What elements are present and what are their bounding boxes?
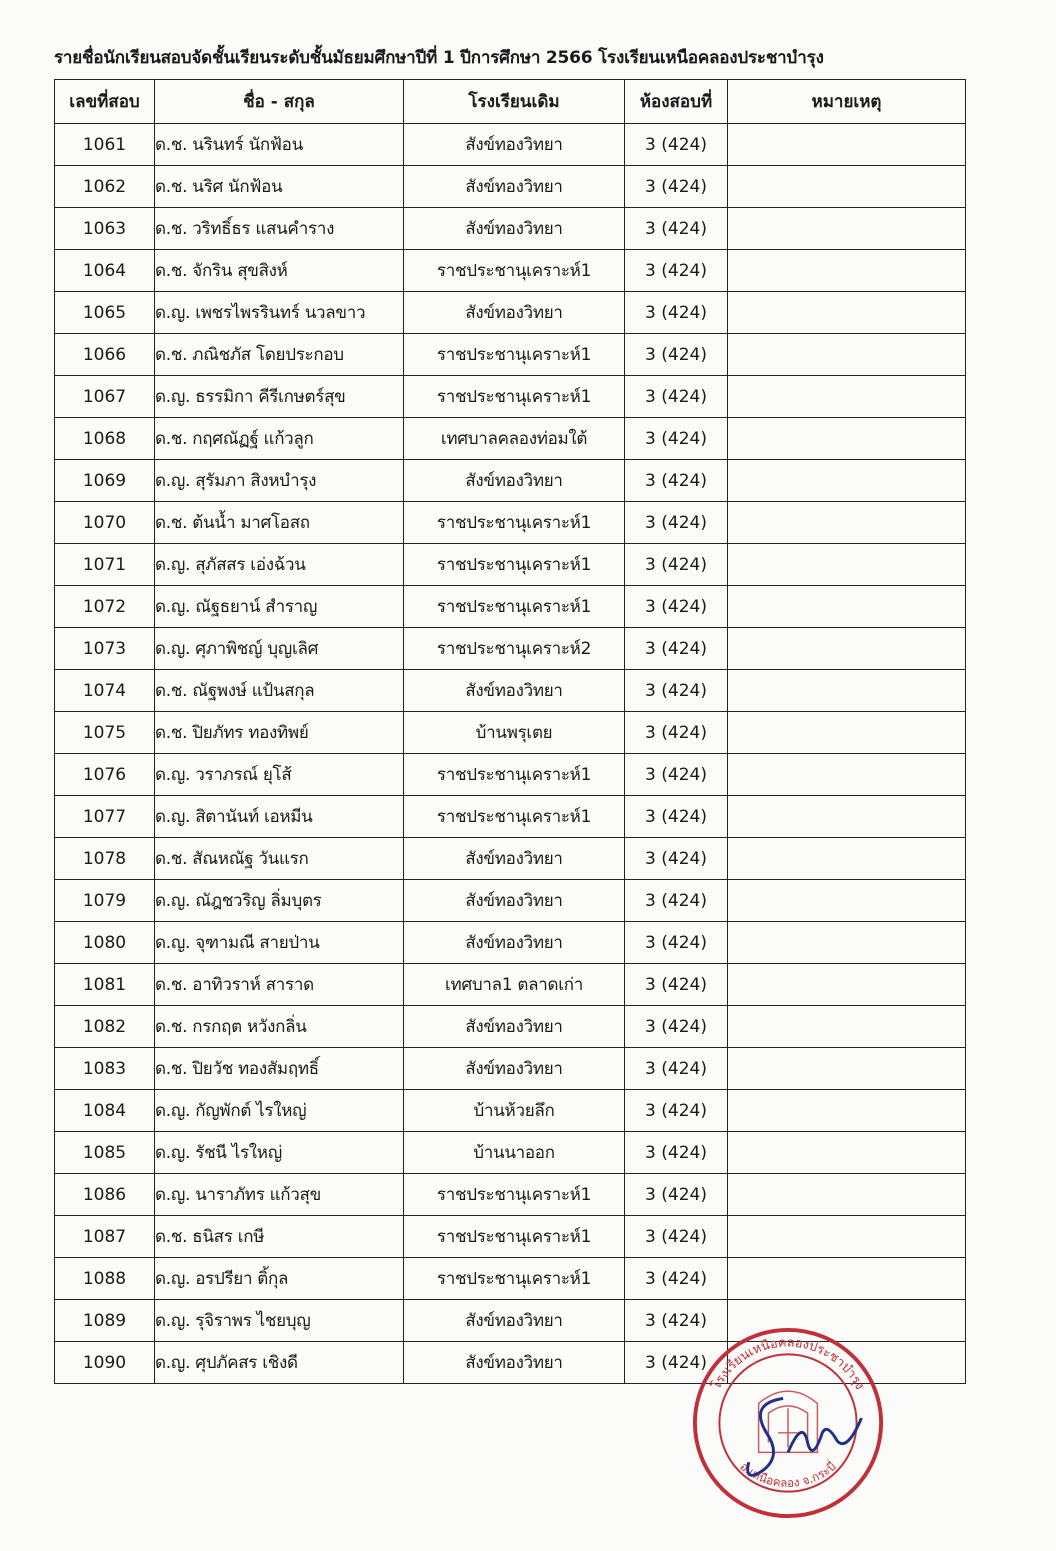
cell-exam-number: 1074 — [55, 670, 155, 712]
table-row — [55, 1090, 966, 1132]
cell-remarks — [728, 208, 966, 250]
cell-remarks — [728, 334, 966, 376]
cell-remarks — [728, 1258, 966, 1300]
cell-exam-number: 1066 — [55, 334, 155, 376]
cell-previous-school: สังข์ทองวิทยา — [404, 166, 625, 208]
cell-full-name: ด.ช. ปิยวัช ทองสัมฤทธิ์ — [155, 1048, 404, 1090]
table-row — [55, 1216, 966, 1258]
cell-exam-number: 1079 — [55, 880, 155, 922]
table-row — [55, 1048, 966, 1090]
cell-exam-room: 3 (424) — [625, 250, 728, 292]
cell-exam-number: 1065 — [55, 292, 155, 334]
cell-full-name: ด.ช. ธนิสร เกษี — [155, 1216, 404, 1258]
cell-exam-number: 1083 — [55, 1048, 155, 1090]
cell-exam-room: 3 (424) — [625, 586, 728, 628]
table-row — [55, 964, 966, 1006]
table-row — [55, 460, 966, 502]
cell-full-name: ด.ช. ณัฐพงษ์ แป้นสกุล — [155, 670, 404, 712]
cell-exam-room: 3 (424) — [625, 124, 728, 166]
cell-exam-number: 1062 — [55, 166, 155, 208]
table-row — [55, 334, 966, 376]
cell-exam-number: 1090 — [55, 1342, 155, 1384]
cell-full-name: ด.ญ. อรปรียา ติ้กุล — [155, 1258, 404, 1300]
cell-exam-room: 3 (424) — [625, 1048, 728, 1090]
cell-exam-room: 3 (424) — [625, 1342, 728, 1384]
cell-exam-number: 1068 — [55, 418, 155, 460]
cell-exam-room: 3 (424) — [625, 880, 728, 922]
cell-exam-room: 3 (424) — [625, 460, 728, 502]
table-row — [55, 712, 966, 754]
cell-remarks — [728, 1090, 966, 1132]
table-row — [55, 1300, 966, 1342]
cell-remarks — [728, 880, 966, 922]
cell-exam-room: 3 (424) — [625, 1006, 728, 1048]
cell-previous-school: ราชประชานุเคราะห์1 — [404, 796, 625, 838]
table-row — [55, 586, 966, 628]
cell-remarks — [728, 376, 966, 418]
cell-exam-room: 3 (424) — [625, 334, 728, 376]
cell-remarks — [728, 544, 966, 586]
cell-remarks — [728, 670, 966, 712]
table-body — [55, 124, 966, 1384]
cell-exam-room: 3 (424) — [625, 1258, 728, 1300]
cell-full-name: ด.ญ. กัญพักต์ ไรใหญ่ — [155, 1090, 404, 1132]
table-row — [55, 418, 966, 460]
table-row — [55, 1258, 966, 1300]
cell-exam-number: 1088 — [55, 1258, 155, 1300]
cell-exam-number: 1067 — [55, 376, 155, 418]
cell-remarks — [728, 292, 966, 334]
cell-exam-room: 3 (424) — [625, 1132, 728, 1174]
cell-previous-school: บ้านพรุเตย — [404, 712, 625, 754]
cell-previous-school: ราชประชานุเคราะห์2 — [404, 628, 625, 670]
cell-exam-number: 1084 — [55, 1090, 155, 1132]
cell-exam-number: 1076 — [55, 754, 155, 796]
table-row — [55, 1174, 966, 1216]
cell-remarks — [728, 418, 966, 460]
cell-remarks — [728, 1132, 966, 1174]
cell-full-name: ด.ญ. ธรรมิกา คีรีเกษตร์สุข — [155, 376, 404, 418]
cell-remarks — [728, 502, 966, 544]
cell-exam-room: 3 (424) — [625, 628, 728, 670]
cell-exam-room: 3 (424) — [625, 292, 728, 334]
cell-previous-school: ราชประชานุเคราะห์1 — [404, 1216, 625, 1258]
cell-exam-room: 3 (424) — [625, 502, 728, 544]
cell-previous-school: สังข์ทองวิทยา — [404, 292, 625, 334]
cell-remarks — [728, 796, 966, 838]
seal-bottom-text: อ.เหนือคลอง จ.กระบี่ — [737, 1459, 839, 1490]
table-row — [55, 754, 966, 796]
cell-exam-room: 3 (424) — [625, 1216, 728, 1258]
cell-exam-room: 3 (424) — [625, 1300, 728, 1342]
cell-exam-number: 1075 — [55, 712, 155, 754]
cell-exam-number: 1061 — [55, 124, 155, 166]
cell-full-name: ด.ญ. ศุปภัคสร เชิงดี — [155, 1342, 404, 1384]
cell-full-name: ด.ช. กฤศณัฏฐ์ แก้วลูก — [155, 418, 404, 460]
cell-previous-school: ราชประชานุเคราะห์1 — [404, 1258, 625, 1300]
cell-exam-number: 1077 — [55, 796, 155, 838]
cell-exam-room: 3 (424) — [625, 1090, 728, 1132]
table-header-row — [55, 80, 966, 124]
cell-exam-room: 3 (424) — [625, 796, 728, 838]
cell-full-name: ด.ญ. รุจิราพร ไชยบุญ — [155, 1300, 404, 1342]
cell-exam-room: 3 (424) — [625, 208, 728, 250]
cell-previous-school: ราชประชานุเคราะห์1 — [404, 544, 625, 586]
cell-full-name: ด.ญ. เพชรไพรรินทร์ นวลขาว — [155, 292, 404, 334]
cell-exam-number: 1064 — [55, 250, 155, 292]
cell-full-name: ด.ญ. รัชนี ไรใหญ่ — [155, 1132, 404, 1174]
cell-full-name: ด.ช. กรกฤต หวังกลิ่น — [155, 1006, 404, 1048]
cell-remarks — [728, 628, 966, 670]
cell-exam-room: 3 (424) — [625, 922, 728, 964]
cell-exam-room: 3 (424) — [625, 166, 728, 208]
cell-exam-number: 1082 — [55, 1006, 155, 1048]
cell-previous-school: สังข์ทองวิทยา — [404, 838, 625, 880]
cell-remarks — [728, 922, 966, 964]
cell-exam-number: 1071 — [55, 544, 155, 586]
cell-exam-room: 3 (424) — [625, 964, 728, 1006]
cell-remarks — [728, 124, 966, 166]
cell-exam-number: 1089 — [55, 1300, 155, 1342]
cell-previous-school: บ้านห้วยลึก — [404, 1090, 625, 1132]
cell-previous-school: ราชประชานุเคราะห์1 — [404, 502, 625, 544]
table-row — [55, 670, 966, 712]
cell-previous-school: สังข์ทองวิทยา — [404, 208, 625, 250]
cell-remarks — [728, 1006, 966, 1048]
cell-exam-room: 3 (424) — [625, 418, 728, 460]
cell-full-name: ด.ช. นรินทร์ นักฟ้อน — [155, 124, 404, 166]
table-row — [55, 1006, 966, 1048]
table-row — [55, 376, 966, 418]
cell-full-name: ด.ช. วริทธิ์ธร แสนคำราง — [155, 208, 404, 250]
cell-previous-school: สังข์ทองวิทยา — [404, 1048, 625, 1090]
cell-remarks — [728, 964, 966, 1006]
header-exam-number: เลขที่สอบ — [55, 80, 155, 124]
cell-previous-school: บ้านนาออก — [404, 1132, 625, 1174]
cell-full-name: ด.ญ. จุฑามณี สายป่าน — [155, 922, 404, 964]
cell-previous-school: ราชประชานุเคราะห์1 — [404, 754, 625, 796]
cell-exam-number: 1085 — [55, 1132, 155, 1174]
cell-full-name: ด.ญ. ณัฎชวริญ ลิ่มบุตร — [155, 880, 404, 922]
cell-remarks — [728, 1174, 966, 1216]
cell-exam-room: 3 (424) — [625, 712, 728, 754]
cell-full-name: ด.ช. จักริน สุขสิงห์ — [155, 250, 404, 292]
table-row — [55, 796, 966, 838]
cell-exam-number: 1078 — [55, 838, 155, 880]
table-row — [55, 628, 966, 670]
table-row — [55, 544, 966, 586]
cell-full-name: ด.ช. ปิยภัทร ทองทิพย์ — [155, 712, 404, 754]
cell-remarks — [728, 586, 966, 628]
cell-previous-school: สังข์ทองวิทยา — [404, 670, 625, 712]
cell-exam-number: 1070 — [55, 502, 155, 544]
cell-exam-number: 1063 — [55, 208, 155, 250]
cell-full-name: ด.ช. ภณิชภัส โดยประกอบ — [155, 334, 404, 376]
header-previous-school: โรงเรียนเดิม — [404, 80, 625, 124]
cell-exam-number: 1080 — [55, 922, 155, 964]
cell-full-name: ด.ช. อาทิวราห์ สาราด — [155, 964, 404, 1006]
cell-previous-school: เทศบาล1 ตลาดเก่า — [404, 964, 625, 1006]
cell-remarks — [728, 838, 966, 880]
cell-previous-school: ราชประชานุเคราะห์1 — [404, 586, 625, 628]
cell-remarks — [728, 712, 966, 754]
cell-remarks — [728, 1048, 966, 1090]
header-full-name: ชื่อ - สกุล — [155, 80, 404, 124]
cell-remarks — [728, 1216, 966, 1258]
table-row — [55, 292, 966, 334]
cell-remarks — [728, 1342, 966, 1384]
table-row — [55, 166, 966, 208]
seal-emblem — [759, 1391, 818, 1452]
cell-full-name: ด.ญ. นาราภัทร แก้วสุข — [155, 1174, 404, 1216]
cell-exam-number: 1069 — [55, 460, 155, 502]
cell-previous-school: ราชประชานุเคราะห์1 — [404, 376, 625, 418]
cell-previous-school: สังข์ทองวิทยา — [404, 124, 625, 166]
cell-full-name: ด.ช. นริศ นักฟ้อน — [155, 166, 404, 208]
cell-full-name: ด.ช. สัณหณัฐ วันแรก — [155, 838, 404, 880]
cell-exam-room: 3 (424) — [625, 1174, 728, 1216]
document-title: รายชื่อนักเรียนสอบจัดชั้นเรียนระดับชั้นมัธยมศึกษาปีที่ 1 ปีการศึกษา 2566 โรงเรียนเหนือคลองประชาบำรุง — [54, 48, 824, 68]
cell-exam-number: 1087 — [55, 1216, 155, 1258]
cell-exam-room: 3 (424) — [625, 670, 728, 712]
cell-previous-school: สังข์ทองวิทยา — [404, 880, 625, 922]
cell-exam-number: 1086 — [55, 1174, 155, 1216]
cell-remarks — [728, 166, 966, 208]
cell-full-name: ด.ญ. สุภัสสร เอ่งฉ้วน — [155, 544, 404, 586]
cell-remarks — [728, 754, 966, 796]
cell-full-name: ด.ช. ต้นน้ำ มาศโอสถ — [155, 502, 404, 544]
cell-previous-school: สังข์ทองวิทยา — [404, 460, 625, 502]
cell-previous-school: สังข์ทองวิทยา — [404, 1342, 625, 1384]
header-exam-room: ห้องสอบที่ — [625, 80, 728, 124]
cell-remarks — [728, 460, 966, 502]
cell-exam-number: 1073 — [55, 628, 155, 670]
cell-previous-school: สังข์ทองวิทยา — [404, 1300, 625, 1342]
cell-full-name: ด.ญ. สิตานันท์ เอหมีน — [155, 796, 404, 838]
cell-remarks — [728, 250, 966, 292]
cell-remarks — [728, 1300, 966, 1342]
cell-previous-school: เทศบาลคลองท่อมใต้ — [404, 418, 625, 460]
table-row — [55, 880, 966, 922]
cell-previous-school: ราชประชานุเคราะห์1 — [404, 250, 625, 292]
cell-exam-number: 1081 — [55, 964, 155, 1006]
table-row — [55, 502, 966, 544]
cell-previous-school: สังข์ทองวิทยา — [404, 1006, 625, 1048]
table-row — [55, 1132, 966, 1174]
table-row — [55, 124, 966, 166]
table-row — [55, 208, 966, 250]
table-row — [55, 250, 966, 292]
cell-previous-school: ราชประชานุเคราะห์1 — [404, 334, 625, 376]
student-roster-table — [54, 79, 966, 1384]
cell-exam-number: 1072 — [55, 586, 155, 628]
cell-exam-room: 3 (424) — [625, 838, 728, 880]
cell-full-name: ด.ญ. ศุภาพิชญ์ บุญเลิศ — [155, 628, 404, 670]
cell-full-name: ด.ญ. วราภรณ์ ยุโส้ — [155, 754, 404, 796]
table-row — [55, 1342, 966, 1384]
cell-previous-school: ราชประชานุเคราะห์1 — [404, 1174, 625, 1216]
header-remarks: หมายเหตุ — [728, 80, 966, 124]
table-row — [55, 922, 966, 964]
signature-mark — [748, 1399, 862, 1476]
cell-exam-room: 3 (424) — [625, 376, 728, 418]
cell-exam-room: 3 (424) — [625, 544, 728, 586]
cell-exam-room: 3 (424) — [625, 754, 728, 796]
cell-previous-school: สังข์ทองวิทยา — [404, 922, 625, 964]
seal-top-text: โรงเรียนเหนือคลองประชาบำรุง — [709, 1335, 867, 1393]
cell-full-name: ด.ญ. ณัฐธยาน์ สำราญ — [155, 586, 404, 628]
table-row — [55, 838, 966, 880]
cell-full-name: ด.ญ. สุรัมภา สิงหบำรุง — [155, 460, 404, 502]
